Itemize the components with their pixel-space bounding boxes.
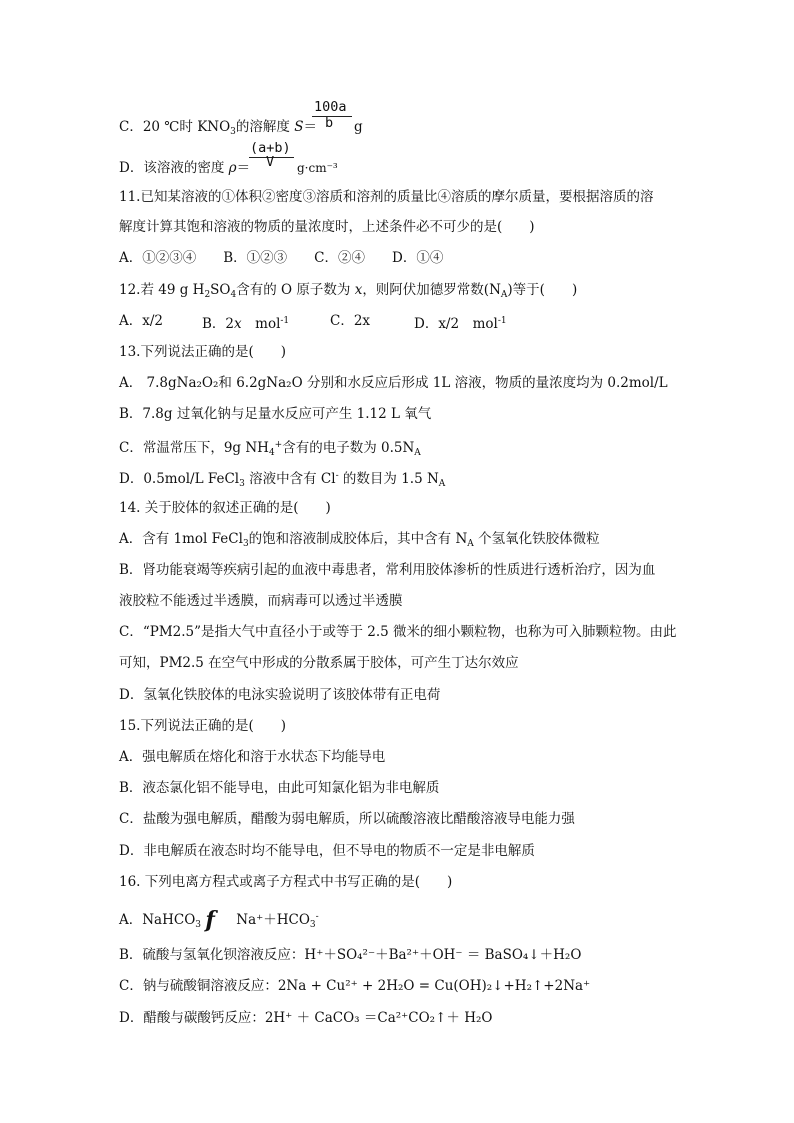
subscript: 3 [309,920,316,930]
superscript: - [315,912,319,922]
equals: ＝ [236,160,251,176]
text: A．NaHCO [119,912,196,928]
subscript: 4 [268,448,275,458]
q15-option-b: B．液态氯化铝不能导电，由此可知氯化铝为非电解质 [119,780,440,796]
q15-stem: 15.下列说法正确的是( ) [119,718,287,734]
q16-option-c: C．钠与硫酸铜溶液反应：2Na + Cu²⁺ + 2H₂O = Cu(OH)₂↓+H₂↑+2Na⁺ [119,978,591,994]
fraction-denominator: b [325,115,334,131]
q16-stem: 16. 下列电离方程式或离子方程式中书写正确的是( ) [119,874,453,890]
text: SO [210,282,231,298]
q12-option-c: C．2x [330,313,371,329]
q14-option-c-line2: 可知，PM2.5 在空气中形成的分散系属于胶体，可产生丁达尔效应 [119,655,519,671]
q12-option-d [414,312,507,333]
text: D．0.5mol/L FeCl [119,471,240,487]
q14-option-d: D．氢氧化铁胶体的电泳实验说明了该胶体带有正电荷 [119,687,441,703]
q12-stem [119,281,577,304]
q14-option-b-line2: 液胶粒不能透过半透膜，而病毒可以透过半透膜 [119,593,403,609]
subscript: A [467,539,474,549]
q14-option-a [119,530,600,553]
q14-option-b-line1: B．肾功能衰竭等疾病引起的血液中毒患者，常利用胶体渗析的性质进行透析治疗，因为血 [119,562,656,578]
q13-option-d [119,467,445,493]
subscript: 3 [195,920,202,930]
subscript: A [414,448,421,458]
text: 溶液中含有 Cl [244,471,336,487]
q13-option-c [119,436,421,462]
q13-stem: 13.下列说法正确的是( ) [119,344,287,360]
q16-option-d: D．醋酸与碳酸钙反应：2H⁺ ＋ CaCO₃ ＝Ca²⁺CO₂↑＋ H₂O [119,1010,493,1026]
superscript: + [274,440,283,450]
q12-option-a: A．x/2 [119,313,164,329]
text: 的饱和溶液制成胶体后，其中含有 N [248,531,468,547]
q14-stem: 14. 关于胶体的叙述正确的是( ) [119,500,331,516]
text: D．x/2 mol [414,316,498,332]
fraction-numerator: (a+b) [250,140,291,156]
unit: g [354,119,363,135]
q15-option-d: D．非电解质在液态时均不能导电，但不导电的物质不一定是非电解质 [119,843,535,859]
q12-option-b [202,312,289,333]
fraction-numerator: 100a [314,99,347,115]
text: 含有的 O 原子数为 [236,282,355,298]
variable: x [354,282,363,298]
text: mol [241,316,281,332]
option-text: 的溶解度 [235,119,295,135]
text: 含有的电子数为 0.5N [282,440,415,456]
superscript: -1 [280,316,290,326]
text: 12.若 49 g H [119,282,205,298]
q11-stem-line1: 11.已知某溶液的①体积②密度③溶质和溶剂的质量比④溶质的摩尔质量，要根据溶质的溶 [119,189,654,205]
symbol-s: S [294,119,304,135]
q16-option-a [119,908,319,934]
symbol-rho: ρ [228,160,237,176]
q16-option-b: B．硫酸与氢氧化钡溶液反应：H⁺＋SO₄²⁻＋Ba²⁺＋OH⁻ ＝ BaSO₄↓＋H₂O [119,947,582,963]
subscript: 3 [242,539,249,549]
q13-option-b: B．7.8g 过氧化钠与足量水反应可产生 1.12 L 氧气 [119,406,432,422]
superscript: -1 [497,316,507,326]
subscript: 3 [230,127,236,137]
q13-option-a: A． 7.8gNa₂O₂和 6.2gNa₂O 分别和水反应后形成 1L 溶液，物质的量浓度均为 0.2mol/L [119,375,668,391]
q14-option-c-line1: C．“PM2.5”是指大气中直径小于或等于 2.5 微米的细小颗粒物，也称为可入肺颗粒物。由此 [119,624,677,640]
q15-option-a: A．强电解质在熔化和溶于水状态下均能导电 [119,749,386,765]
reversible-arrow-glyph: f [205,907,215,933]
text: 的数目为 1.5 N [338,471,439,487]
option-text: C．20 ℃时 KNO [119,119,231,135]
text: )等于( ) [507,282,578,298]
option-text: D．该溶液的密度 [119,160,229,176]
unit: g·cm⁻³ [297,161,338,175]
superscript: - [335,471,339,481]
fraction-denominator: V [266,154,275,170]
subscript: A [438,479,446,489]
q15-option-c: C．盐酸为强电解质，醋酸为弱电解质，所以硫酸溶液比醋酸溶液导电能力强 [119,811,575,827]
subscript: 3 [239,479,245,489]
text: Na⁺＋HCO [236,912,310,928]
text: A．含有 1mol FeCl [119,531,243,547]
variable: x [234,316,242,332]
text: B．2 [202,316,235,332]
subscript: 4 [230,290,237,300]
text: ，则阿伏加德罗常数(N [362,282,501,298]
q11-stem-line2: 解度计算其饱和溶液的物质的量浓度时，上述条件必不可少的是( ) [119,219,535,235]
q11-options: A．①②③④ B．①②③ C．②④ D．①④ [119,250,444,266]
equals: ＝ [303,119,317,135]
subscript: 2 [204,290,211,300]
subscript: A [500,290,508,300]
text: C．常温常压下，9g NH [119,440,269,456]
text: 个氢氧化铁胶体微粒 [473,531,600,547]
